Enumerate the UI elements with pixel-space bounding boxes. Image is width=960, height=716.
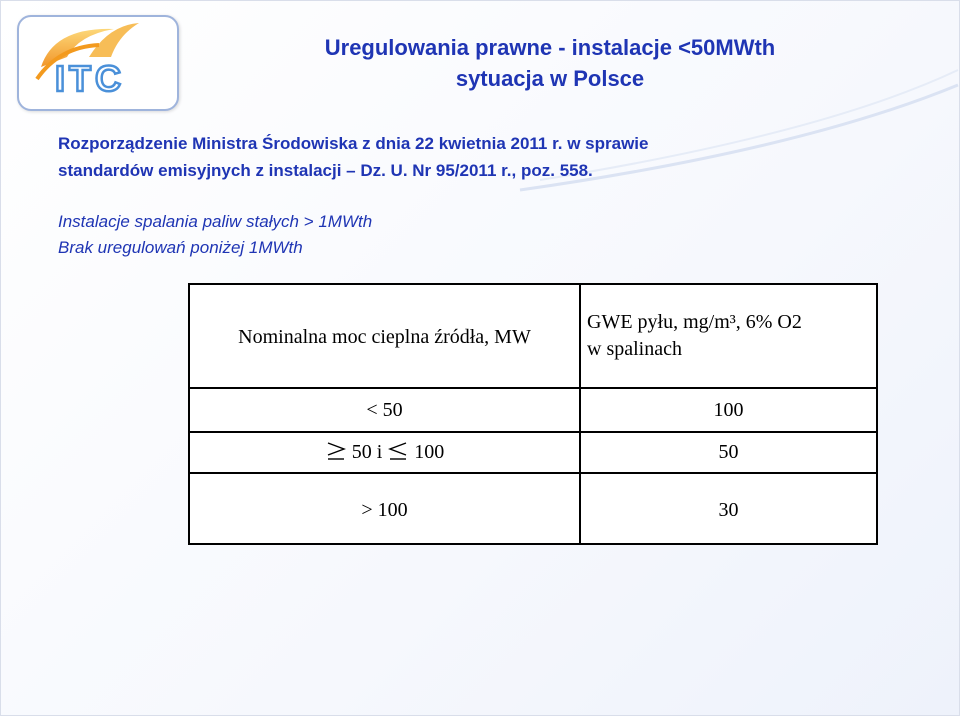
header-dust-limit-line-1: GWE pyłu, mg/m³, 6% O2 [587, 311, 802, 333]
power-conjunction: i [376, 441, 383, 463]
header-power [190, 285, 579, 389]
less-or-equal-icon [387, 442, 409, 460]
title-line-2: sytuacja w Polsce [455, 66, 645, 91]
table-cell-limit: 100 [713, 399, 744, 421]
table-cell-limit: 50 [718, 441, 739, 463]
emission-limits-table [188, 283, 878, 545]
header-dust-limit [587, 309, 872, 363]
regulation-reference [58, 130, 918, 184]
table-cell-power: < 50 [366, 399, 403, 421]
regulation-line-2: standardów emisyjnych z instalacji – Dz. U. Nr 95/2011 r., poz. 558. [58, 161, 593, 180]
logo-text: ITC [55, 58, 125, 99]
regulation-line-1: Rozporządzenie Ministra Środowiska z dnia 22 kwietnia 2011 r. w sprawie [58, 134, 649, 153]
power-lower-bound: 50 [351, 441, 372, 463]
title-line-1: Uregulowania prawne - instalacje <50MWth [324, 35, 776, 60]
scope-notes [58, 209, 918, 261]
header-dust-limit-line-2: w spalinach [587, 338, 682, 360]
scope-line-1: Instalacje spalania paliw stałych > 1MWth [58, 212, 373, 231]
greater-or-equal-icon [325, 442, 347, 460]
scope-line-2: Brak uregulowań poniżej 1MWth [58, 238, 303, 257]
table-cell-power [190, 441, 579, 464]
page-title [180, 32, 920, 94]
power-upper-bound: 100 [414, 441, 445, 463]
header-power-label: Nominalna moc cieplna źródła, MW [238, 325, 531, 348]
table-row-divider [190, 431, 876, 433]
table-cell-limit: 30 [718, 499, 739, 521]
table-cell-power: > 100 [361, 499, 408, 521]
itc-logo [17, 15, 179, 111]
table-row-divider [190, 472, 876, 474]
